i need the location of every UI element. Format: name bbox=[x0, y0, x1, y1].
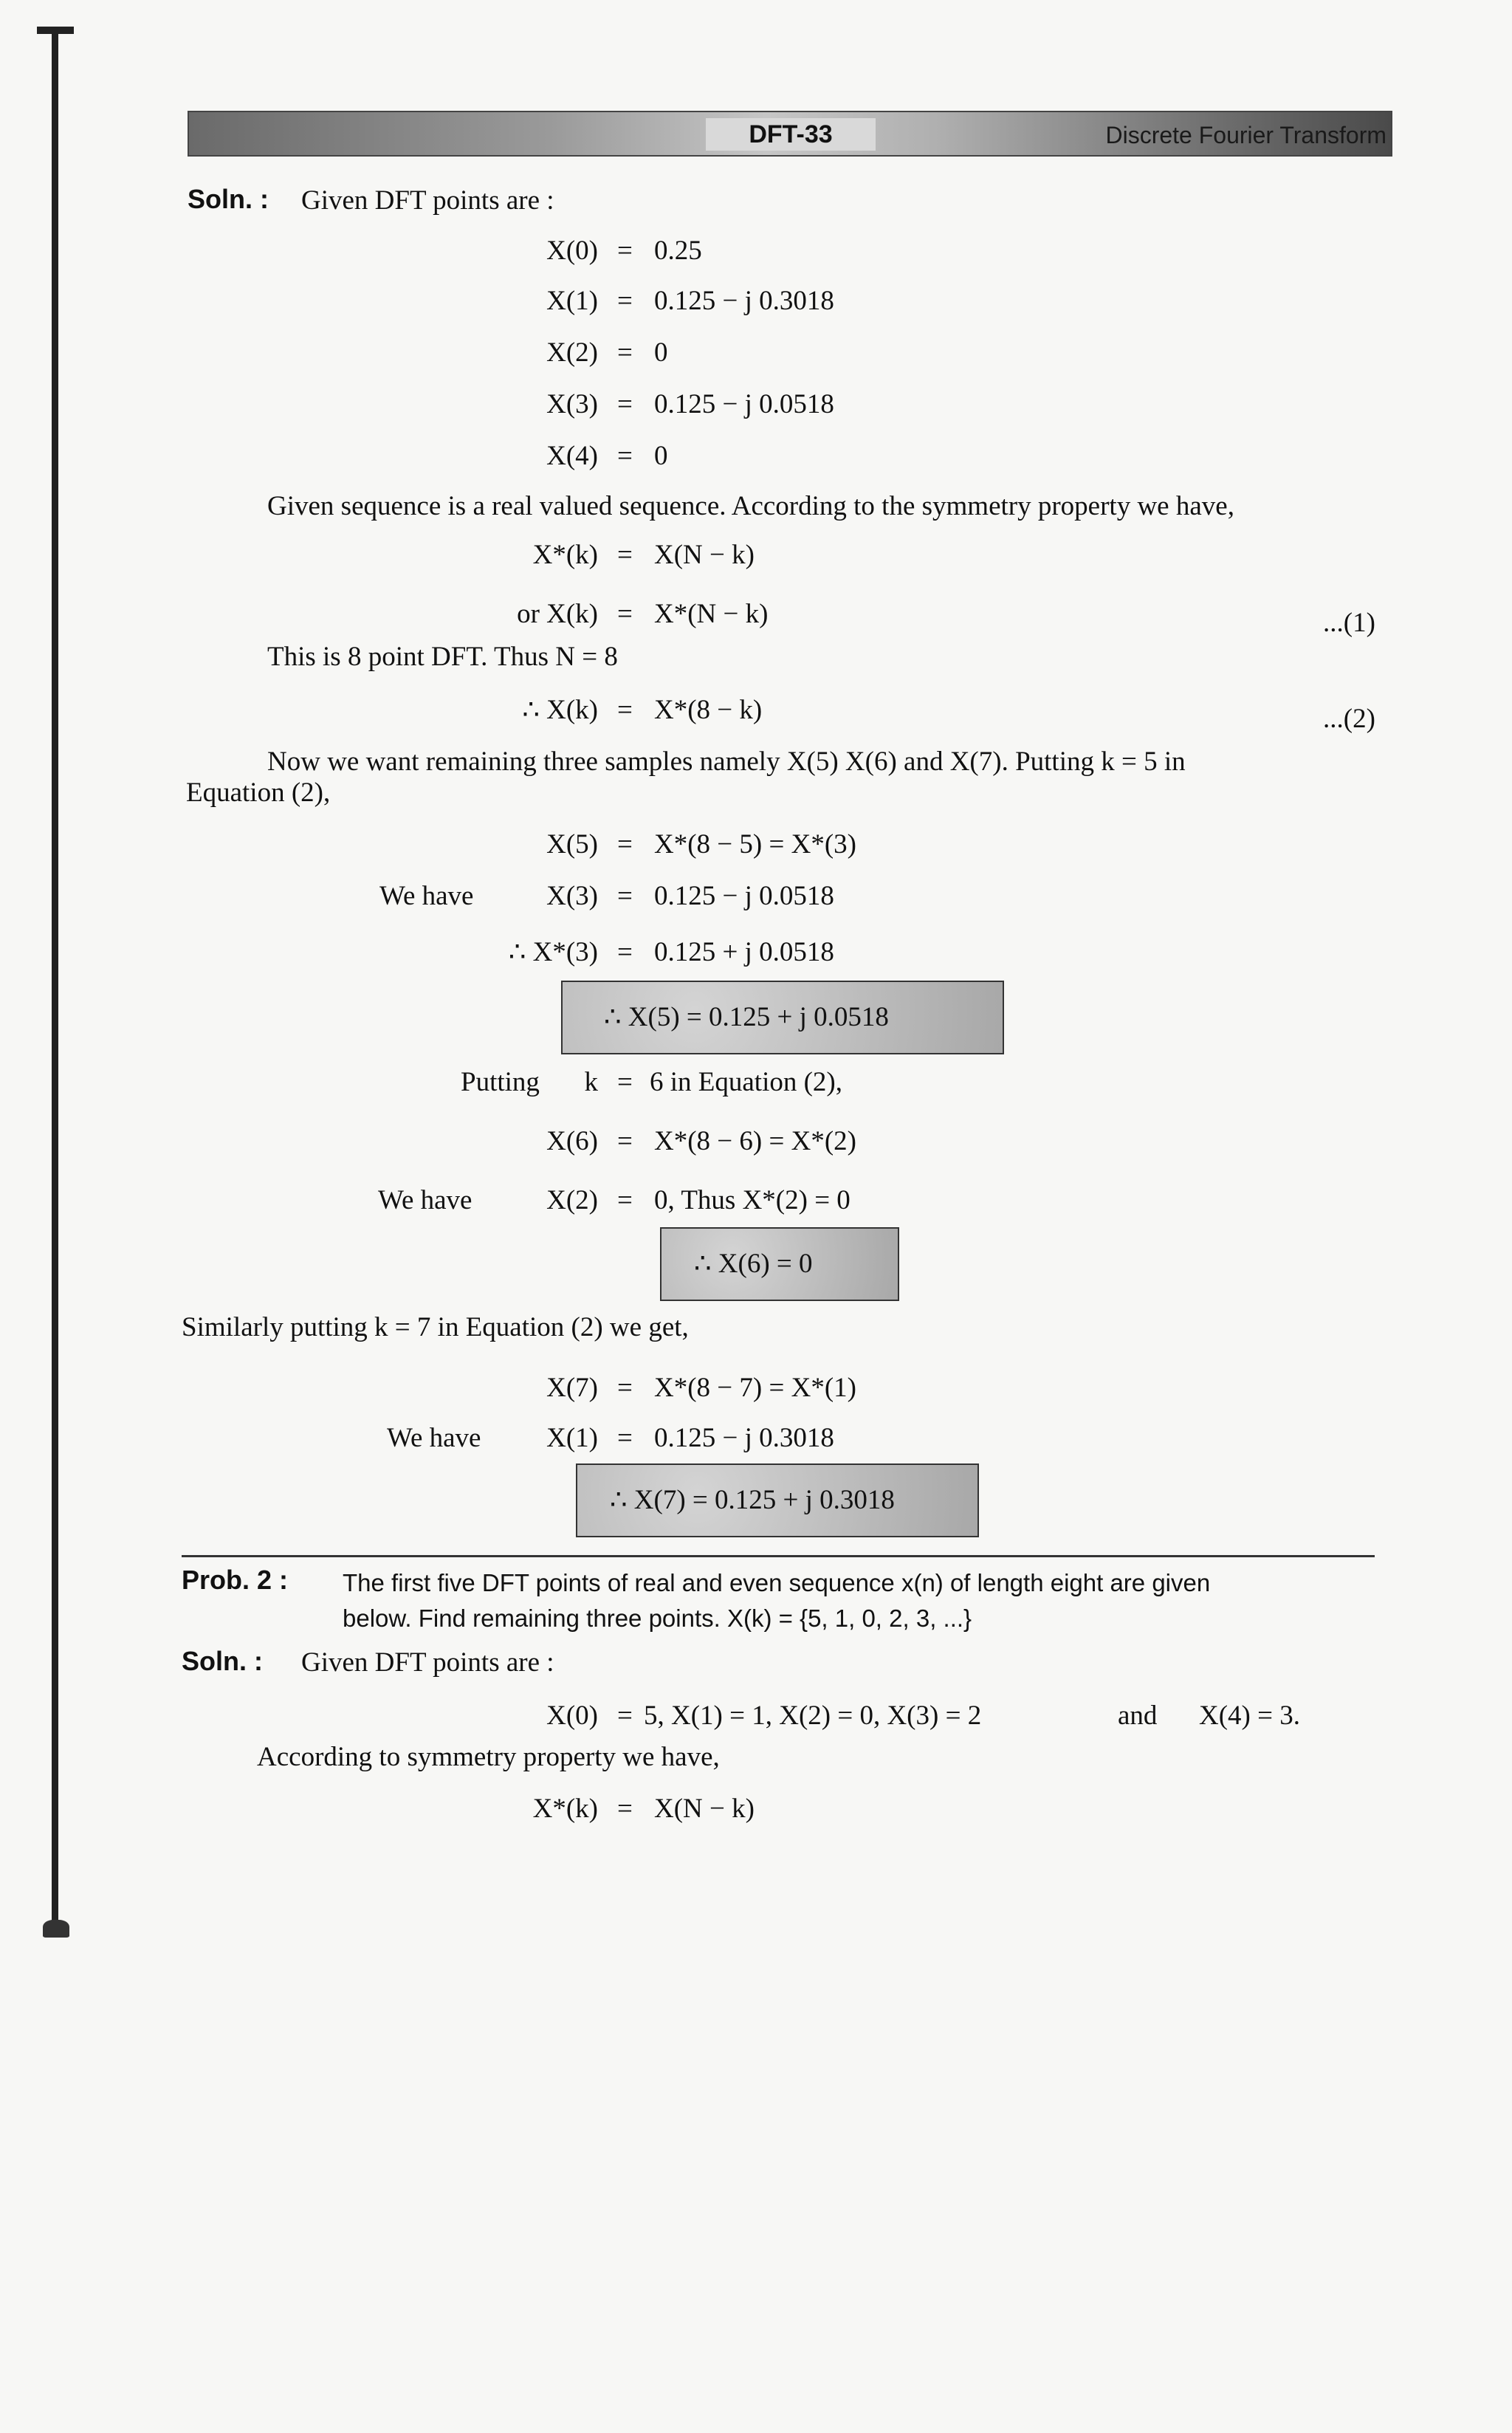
prob2-line1: The first five DFT points of real and even sequence x(n) of length eight are given bbox=[343, 1569, 1211, 1596]
soln2-sym1-lhs: X*(k) bbox=[532, 1794, 598, 1824]
put6-lhs: k bbox=[584, 1067, 598, 1097]
sym2-eq: = bbox=[617, 599, 633, 629]
binding-edge-foot bbox=[43, 1920, 69, 1938]
x6-line2-pre: We have bbox=[378, 1185, 472, 1215]
sym1-rhs: X(N − k) bbox=[654, 540, 755, 570]
x4-lhs: X(4) bbox=[546, 441, 598, 471]
sym3-lhs: ∴ X(k) bbox=[522, 695, 598, 725]
x5-line2-rhs: 0.125 − j 0.0518 bbox=[654, 881, 834, 911]
equation-tag-2: ...(2) bbox=[1323, 704, 1375, 734]
x7-line1-eq: = bbox=[617, 1373, 633, 1403]
x5-line3-lhs: ∴ X*(3) bbox=[508, 937, 598, 967]
soln2-points-rhs: 5, X(1) = 1, X(2) = 0, X(3) = 2 bbox=[644, 1701, 982, 1731]
sym3-eq: = bbox=[617, 695, 633, 725]
similarly-text: Similarly putting k = 7 in Equation (2) we get, bbox=[182, 1312, 689, 1342]
x5-line3-rhs: 0.125 + j 0.0518 bbox=[654, 937, 834, 967]
x5-line1-rhs: X*(8 − 5) = X*(3) bbox=[654, 829, 856, 859]
x7-result-box bbox=[576, 1463, 979, 1537]
x6-result: ∴ X(6) = 0 bbox=[694, 1249, 813, 1279]
soln-intro: Given DFT points are : bbox=[301, 185, 554, 216]
x6-result-box bbox=[660, 1227, 899, 1301]
remaining-paragraph-a: Now we want remaining three samples namely X(5) X(6) and X(7). Putting k = 5 in bbox=[267, 747, 1186, 777]
soln2-points-and: and bbox=[1118, 1701, 1158, 1731]
put6-rhs: 6 in Equation (2), bbox=[650, 1067, 843, 1097]
equation-tag-1: ...(1) bbox=[1323, 608, 1375, 638]
put6-eq: = bbox=[617, 1067, 633, 1097]
x2-lhs: X(2) bbox=[546, 337, 598, 368]
x6-line2-eq: = bbox=[617, 1185, 633, 1215]
put6-pre: Putting bbox=[461, 1067, 540, 1097]
x1-rhs: 0.125 − j 0.3018 bbox=[654, 286, 834, 316]
x4-eq: = bbox=[617, 441, 633, 471]
prob2-line2: below. Find remaining three points. X(k) = {5, 1, 0, 2, 3, ...} bbox=[343, 1605, 972, 1632]
sym2-rhs: X*(N − k) bbox=[654, 599, 769, 629]
soln2-label: Soln. : bbox=[182, 1646, 263, 1676]
x6-line2-rhs: 0, Thus X*(2) = 0 bbox=[654, 1185, 850, 1215]
x3-eq: = bbox=[617, 389, 633, 419]
sym2-lhs: or X(k) bbox=[517, 599, 598, 629]
symmetry-paragraph: Given sequence is a real valued sequence. According to the symmetry property we have, bbox=[267, 491, 1234, 521]
soln-label: Soln. : bbox=[188, 184, 269, 214]
x5-line2-lhs: X(3) bbox=[546, 881, 598, 911]
x1-eq: = bbox=[617, 286, 633, 316]
x0-eq: = bbox=[617, 236, 633, 266]
chapter-title: Discrete Fourier Transform bbox=[1105, 122, 1386, 148]
x7-line2-pre: We have bbox=[387, 1423, 481, 1453]
x2-rhs: 0 bbox=[654, 337, 668, 368]
sym1-lhs: X*(k) bbox=[532, 540, 598, 570]
x5-line1-eq: = bbox=[617, 829, 633, 859]
x7-line2-eq: = bbox=[617, 1423, 633, 1453]
x3-rhs: 0.125 − j 0.0518 bbox=[654, 389, 834, 419]
x6-line1-rhs: X*(8 − 6) = X*(2) bbox=[654, 1126, 856, 1156]
page-number: DFT-33 bbox=[706, 118, 876, 151]
soln2-sym1-eq: = bbox=[617, 1794, 633, 1824]
x7-line2-lhs: X(1) bbox=[546, 1423, 598, 1453]
x6-line1-lhs: X(6) bbox=[546, 1126, 598, 1156]
x5-line2-eq: = bbox=[617, 881, 633, 911]
x3-lhs: X(3) bbox=[546, 389, 598, 419]
sym3-rhs: X*(8 − k) bbox=[654, 695, 763, 725]
x5-line1-lhs: X(5) bbox=[546, 829, 598, 859]
x7-line1-rhs: X*(8 − 7) = X*(1) bbox=[654, 1373, 856, 1403]
eight-point-text: This is 8 point DFT. Thus N = 8 bbox=[267, 642, 618, 672]
soln2-points-last: X(4) = 3. bbox=[1199, 1701, 1300, 1731]
prob2-label: Prob. 2 : bbox=[182, 1565, 289, 1595]
x7-line1-lhs: X(7) bbox=[546, 1373, 598, 1403]
binding-edge bbox=[52, 30, 58, 1935]
soln2-intro: Given DFT points are : bbox=[301, 1647, 554, 1678]
x4-rhs: 0 bbox=[654, 441, 668, 471]
x0-rhs: 0.25 bbox=[654, 236, 702, 266]
remaining-paragraph-b: Equation (2), bbox=[186, 778, 331, 808]
x5-line2-pre: We have bbox=[379, 881, 474, 911]
x1-lhs: X(1) bbox=[546, 286, 598, 316]
x7-result: ∴ X(7) = 0.125 + j 0.3018 bbox=[610, 1485, 895, 1515]
x6-line2-lhs: X(2) bbox=[546, 1185, 598, 1215]
x7-line2-rhs: 0.125 − j 0.3018 bbox=[654, 1423, 834, 1453]
soln2-points-eq: = bbox=[617, 1701, 633, 1731]
x5-line3-eq: = bbox=[617, 937, 633, 967]
section-divider bbox=[182, 1555, 1375, 1557]
x5-result-box bbox=[561, 981, 1004, 1054]
soln2-sym1-rhs: X(N − k) bbox=[654, 1794, 755, 1824]
page-header bbox=[188, 111, 1392, 157]
x2-eq: = bbox=[617, 337, 633, 368]
soln2-symmetry-paragraph: According to symmetry property we have, bbox=[257, 1742, 720, 1772]
x6-line1-eq: = bbox=[617, 1126, 633, 1156]
sym1-eq: = bbox=[617, 540, 633, 570]
x0-lhs: X(0) bbox=[546, 236, 598, 266]
soln2-points-lhs: X(0) bbox=[546, 1701, 598, 1731]
x5-result: ∴ X(5) = 0.125 + j 0.0518 bbox=[604, 1002, 889, 1032]
